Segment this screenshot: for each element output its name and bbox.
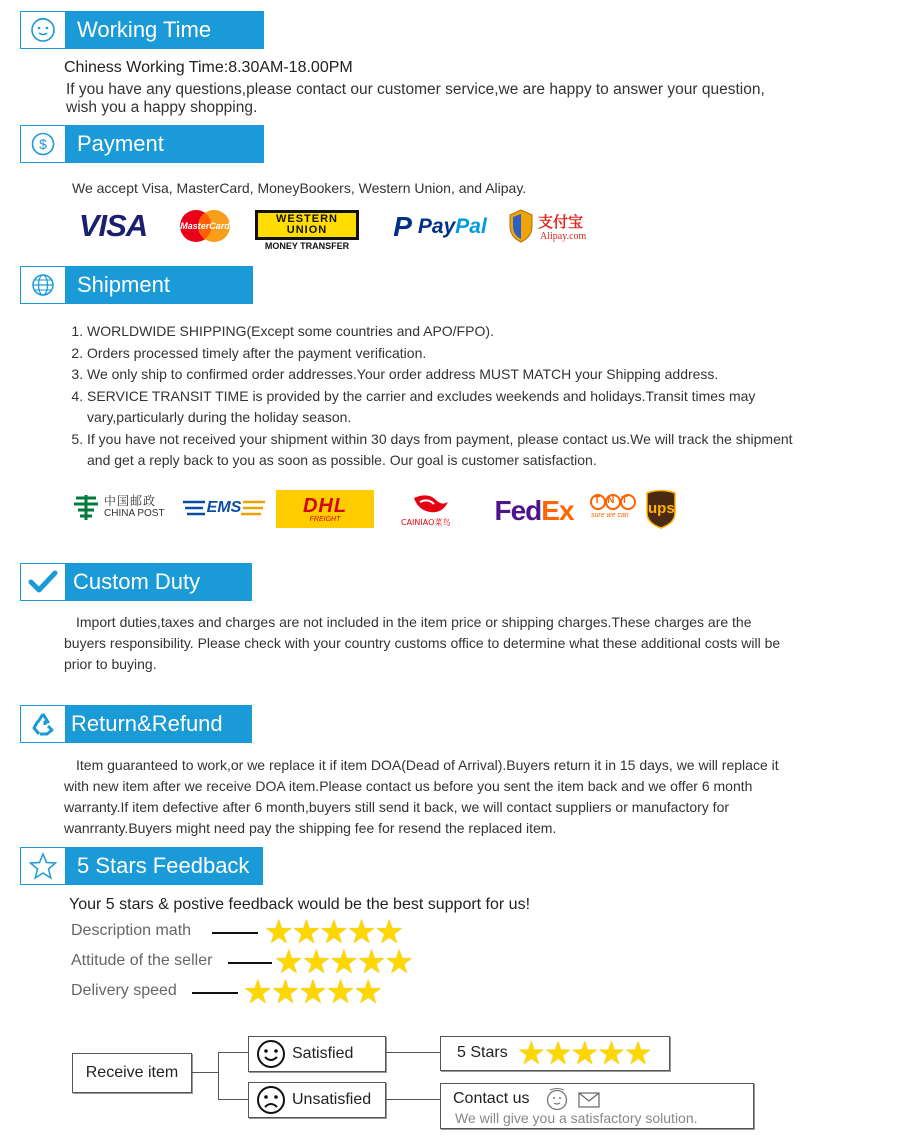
five-stars-label: 5 Stars bbox=[457, 1044, 508, 1061]
rating-line bbox=[228, 962, 272, 964]
unsatisfied-box bbox=[248, 1082, 386, 1118]
rating-stars: ★★★★★ bbox=[264, 913, 402, 950]
china-post-logo: 中国邮政 CHINA POST bbox=[72, 490, 172, 526]
rating-label: Delivery speed bbox=[71, 982, 177, 999]
rating-stars: ★★★★★ bbox=[243, 973, 381, 1010]
cainiao-logo: CAINIAO菜鸟 bbox=[400, 490, 462, 530]
dhl-logo: DHL FREIGHT bbox=[276, 490, 374, 528]
connector bbox=[386, 1099, 440, 1100]
contact-us-box[interactable] bbox=[440, 1083, 754, 1129]
section-header-working-time bbox=[20, 11, 264, 49]
section-header-feedback bbox=[20, 847, 263, 885]
connector bbox=[218, 1052, 248, 1053]
rating-label: Attitude of the seller bbox=[71, 952, 213, 969]
section-title: Payment bbox=[65, 126, 263, 162]
shipping-terms-list bbox=[70, 321, 807, 472]
rating-stars: ★★★★★ bbox=[517, 1035, 651, 1071]
connector bbox=[192, 1072, 218, 1073]
contact-us-label[interactable]: Contact us bbox=[453, 1090, 530, 1107]
return-refund-text: Item guaranteed to work,or we replace it if item DOA(Dead of Arrival).Buyers return it in 15 days, we will replace it with new item after we receive DOA item.Please contact us before you sent the item back and we offer 6 month warranty.If item defective after 6 month,buyers still send it back, we will contact suppliers or manufactory for wanrranty.Buyers might need pay the shipping fee for resend the replaced item. bbox=[64, 757, 779, 836]
smiley-icon bbox=[544, 1087, 570, 1111]
section-title: Shipment bbox=[65, 267, 252, 303]
custom-duty-text: Import duties,taxes and charges are not included in the item price or shipping charges.These charges are the buyers responsibility. Please check with your country customs office to determine what these additional costs will be prior to buying. bbox=[64, 614, 781, 672]
section-header-custom-duty bbox=[20, 563, 252, 601]
sad-face-icon bbox=[256, 1085, 286, 1115]
list-item: 2. Orders processed timely after the payment verification. bbox=[87, 343, 807, 365]
recycle-icon bbox=[23, 708, 63, 740]
working-hours: Chiness Working Time:8.30AM-18.00PM bbox=[64, 59, 353, 76]
paypal-logo: P Pay Pal bbox=[393, 211, 487, 242]
list-item: 4. SERVICE TRANSIT TIME is provided by the carrier and excludes weekends and holidays.Transit times may vary,particularly during the holiday season. bbox=[87, 386, 807, 429]
smiley-icon bbox=[23, 14, 63, 46]
svg-text:$: $ bbox=[39, 136, 47, 152]
checkmark-icon bbox=[23, 566, 63, 598]
rating-line bbox=[212, 932, 258, 934]
list-item: 1. WORLDWIDE SHIPPING(Except some countries and APO/FPO). bbox=[87, 321, 807, 343]
ups-logo: ups bbox=[644, 489, 678, 529]
solution-text: We will give you a satisfactory solution. bbox=[455, 1110, 698, 1126]
mastercard-logo: MasterCard bbox=[177, 208, 233, 244]
list-item: 5. If you have not received your shipment within 30 days from payment, please contact us.We will track the shipment and get a reply back to you as soon as possible. Our goal is customer satisfaction. bbox=[87, 429, 807, 472]
five-stars-box bbox=[440, 1036, 670, 1071]
visa-logo: VISA bbox=[78, 208, 148, 243]
alipay-logo: 支付宝 Alipay.com bbox=[508, 209, 594, 245]
feedback-intro: Your 5 stars & postive feedback would be the best support for us! bbox=[69, 896, 531, 913]
dollar-icon bbox=[23, 128, 63, 160]
rating-line bbox=[192, 992, 238, 994]
happy-face-icon bbox=[256, 1039, 286, 1069]
receive-item-label: Receive item bbox=[85, 1064, 179, 1081]
section-title: Return&Refund bbox=[65, 706, 251, 742]
connector bbox=[386, 1052, 440, 1053]
connector bbox=[218, 1052, 219, 1099]
envelope-icon bbox=[578, 1092, 600, 1108]
section-header-shipment bbox=[20, 266, 253, 304]
satisfied-label: Satisfied bbox=[292, 1045, 354, 1062]
section-title: 5 Stars Feedback bbox=[65, 848, 262, 884]
list-item: 3. We only ship to confirmed order addresses.Your order address MUST MATCH your Shipping address. bbox=[87, 364, 807, 386]
globe-icon bbox=[23, 269, 63, 301]
rating-label: Description math bbox=[71, 922, 192, 939]
payment-accept-text: We accept Visa, MasterCard, MoneyBookers, Western Union, and Alipay. bbox=[72, 180, 527, 196]
western-union-logo: WESTERN UNION MONEY TRANSFER bbox=[255, 210, 359, 252]
tnt-logo: TNT sure we can bbox=[591, 495, 635, 519]
message-line-1: If you have any questions,please contact our customer service,we are happy to answer your question, bbox=[66, 81, 765, 98]
connector bbox=[218, 1099, 248, 1100]
rating-stars: ★★★★★ bbox=[274, 943, 412, 980]
section-title: Working Time bbox=[65, 12, 263, 48]
satisfied-box bbox=[248, 1036, 386, 1072]
section-header-payment bbox=[20, 125, 264, 163]
section-header-return-refund bbox=[20, 705, 252, 743]
working-time-message bbox=[66, 81, 866, 117]
message-line-2: wish you a happy shopping. bbox=[66, 99, 258, 116]
receive-item-box bbox=[72, 1053, 192, 1093]
unsatisfied-label: Unsatisfied bbox=[292, 1091, 372, 1108]
star-outline-icon bbox=[23, 850, 63, 882]
fedex-logo: Fed Ex bbox=[494, 495, 574, 526]
ems-logo: EMS bbox=[183, 494, 265, 522]
section-title: Custom Duty bbox=[65, 564, 251, 600]
